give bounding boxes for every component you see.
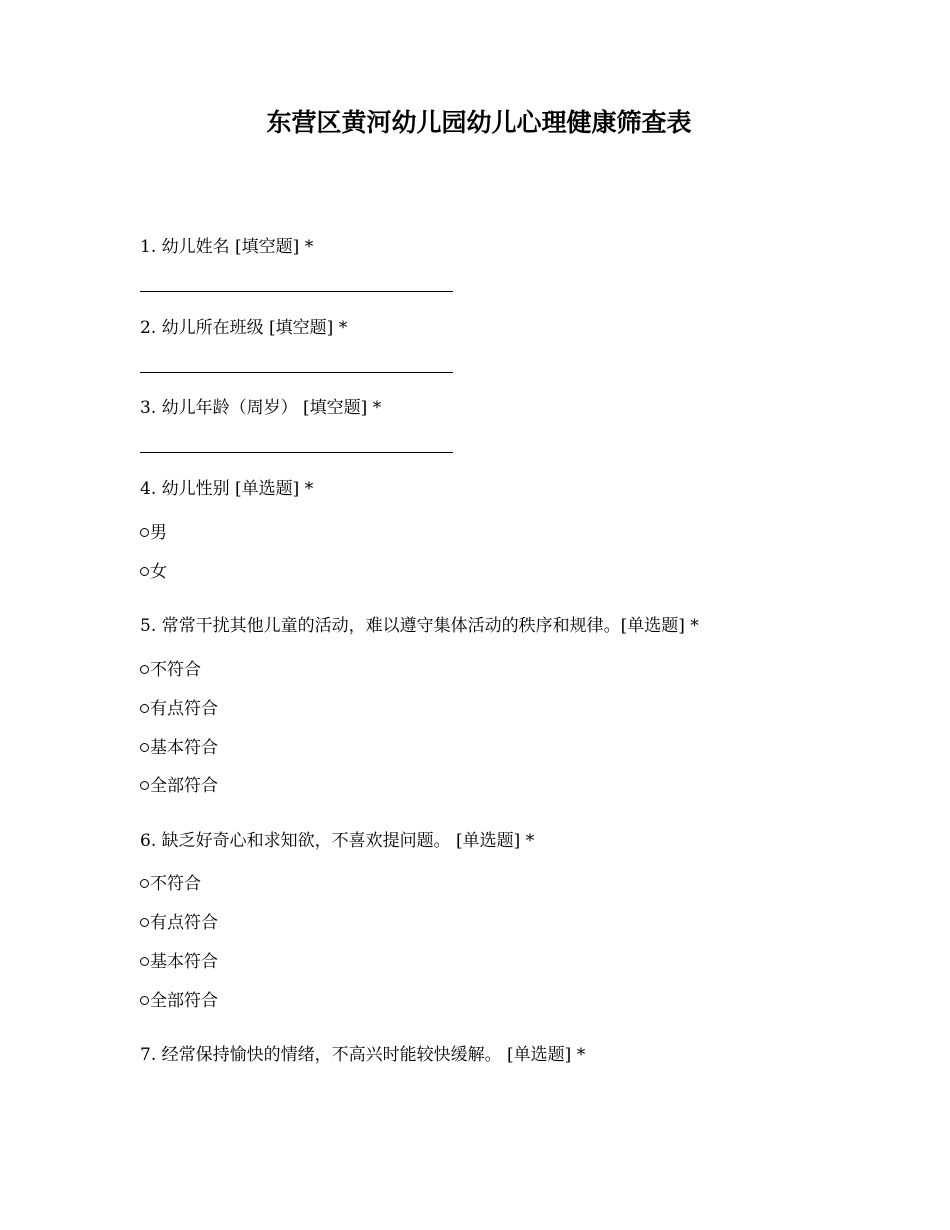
question-6-option-2[interactable] [140,911,218,935]
question-6-option-3[interactable] [140,950,218,974]
question-2-answer-line[interactable] [140,372,453,373]
radio-circle-icon [140,996,149,1005]
radio-circle-icon [140,918,149,927]
radio-circle-icon [140,879,149,888]
radio-circle-icon [140,528,149,537]
radio-circle-icon [140,957,149,966]
option-label: 有点符合 [150,913,218,933]
radio-circle-icon [140,781,149,790]
option-label: 基本符合 [150,952,218,972]
question-4-option-1[interactable] [140,521,167,545]
option-label: 不符合 [150,660,201,680]
question-5-option-4[interactable] [140,774,218,798]
question-5-option-3[interactable] [140,736,218,760]
question-2-label: 2. 幼儿所在班级 [填空题] * [140,318,348,338]
question-7-label: 7. 经常保持愉快的情绪，不高兴时能较快缓解。 [单选题] * [140,1045,586,1065]
option-label: 有点符合 [150,699,218,719]
question-1-answer-line[interactable] [140,291,453,292]
radio-circle-icon [140,704,149,713]
question-3-answer-line[interactable] [140,452,453,453]
option-label: 不符合 [150,874,201,894]
question-4-option-2[interactable] [140,560,167,584]
question-3-label: 3. 幼儿年龄（周岁） [填空题] * [140,398,382,418]
option-label: 女 [150,562,167,582]
radio-circle-icon [140,567,149,576]
radio-circle-icon [140,743,149,752]
radio-circle-icon [140,665,149,674]
option-label: 全部符合 [150,776,218,796]
option-label: 男 [150,523,167,543]
question-5-option-1[interactable] [140,658,201,682]
question-6-label: 6. 缺乏好奇心和求知欲，不喜欢提问题。 [单选题] * [140,831,535,851]
question-5-label: 5. 常常干扰其他儿童的活动，难以遵守集体活动的秩序和规律。[单选题] * [140,616,699,636]
option-label: 基本符合 [150,738,218,758]
question-6-option-4[interactable] [140,989,218,1013]
question-4-label: 4. 幼儿性别 [单选题] * [140,479,314,499]
option-label: 全部符合 [150,991,218,1011]
question-5-option-2[interactable] [140,697,218,721]
page-title: 东营区黄河幼儿园幼儿心理健康筛查表 [266,108,692,137]
question-6-option-1[interactable] [140,872,201,896]
question-1-label: 1. 幼儿姓名 [填空题] * [140,237,314,257]
